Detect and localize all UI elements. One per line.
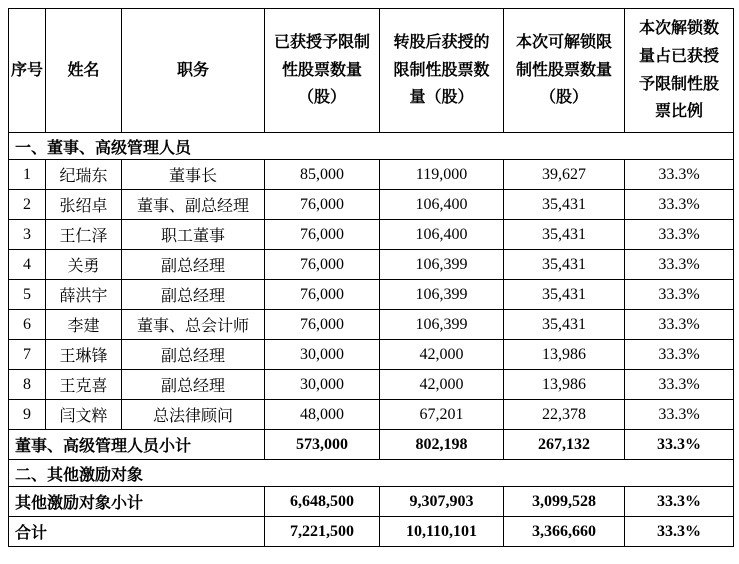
table-row <box>9 280 734 310</box>
cell-position: 总法律顾问 <box>122 400 265 430</box>
col-header-granted-shares: 已获授予限制性股票数量（股） <box>265 9 380 133</box>
col-header-no: 序号 <box>9 9 46 133</box>
cell-no: 5 <box>9 280 46 310</box>
subtotal-label: 其他激励对象小计 <box>9 487 265 517</box>
cell-unlockable: 35,431 <box>504 250 625 280</box>
cell-position: 董事长 <box>122 160 265 190</box>
cell-ratio: 33.3% <box>625 340 734 370</box>
section-row-directors <box>9 133 734 160</box>
cell-position: 副总经理 <box>122 340 265 370</box>
table-row <box>9 250 734 280</box>
cell-name: 王克喜 <box>46 370 122 400</box>
cell-name: 张绍卓 <box>46 190 122 220</box>
cell-name: 关勇 <box>46 250 122 280</box>
section-label: 一、董事、高级管理人员 <box>9 133 734 160</box>
cell-ratio: 33.3% <box>625 220 734 250</box>
subtotal-converted: 802,198 <box>380 430 504 460</box>
cell-name: 闫文粹 <box>46 400 122 430</box>
cell-name: 纪瑞东 <box>46 160 122 190</box>
subtotal-row-directors <box>9 430 734 460</box>
col-header-unlockable-shares: 本次可解锁限制性股票数量（股） <box>504 9 625 133</box>
restricted-stock-unlock-table <box>8 8 734 547</box>
subtotal-granted: 573,000 <box>265 430 380 460</box>
table-row <box>9 310 734 340</box>
cell-ratio: 33.3% <box>625 190 734 220</box>
cell-no: 7 <box>9 340 46 370</box>
cell-no: 6 <box>9 310 46 340</box>
cell-ratio: 33.3% <box>625 280 734 310</box>
cell-no: 8 <box>9 370 46 400</box>
cell-converted: 106,400 <box>380 220 504 250</box>
subtotal-label: 董事、高级管理人员小计 <box>9 430 265 460</box>
cell-position: 董事、副总经理 <box>122 190 265 220</box>
subtotal-converted: 9,307,903 <box>380 487 504 517</box>
cell-granted: 85,000 <box>265 160 380 190</box>
grand-total-row <box>9 517 734 547</box>
col-header-name: 姓名 <box>46 9 122 133</box>
cell-position: 副总经理 <box>122 370 265 400</box>
cell-position: 职工董事 <box>122 220 265 250</box>
cell-granted: 30,000 <box>265 340 380 370</box>
cell-position: 副总经理 <box>122 280 265 310</box>
cell-unlockable: 22,378 <box>504 400 625 430</box>
cell-no: 9 <box>9 400 46 430</box>
section-row-others <box>9 460 734 487</box>
section-label: 二、其他激励对象 <box>9 460 734 487</box>
cell-ratio: 33.3% <box>625 310 734 340</box>
cell-granted: 76,000 <box>265 190 380 220</box>
cell-position: 董事、总会计师 <box>122 310 265 340</box>
cell-unlockable: 39,627 <box>504 160 625 190</box>
cell-no: 1 <box>9 160 46 190</box>
col-header-unlock-ratio: 本次解锁数量占已获授予限制性股票比例 <box>625 9 734 133</box>
cell-no: 4 <box>9 250 46 280</box>
cell-converted: 42,000 <box>380 340 504 370</box>
subtotal-unlockable: 3,099,528 <box>504 487 625 517</box>
cell-name: 王琳锋 <box>46 340 122 370</box>
cell-ratio: 33.3% <box>625 370 734 400</box>
cell-converted: 119,000 <box>380 160 504 190</box>
cell-granted: 76,000 <box>265 220 380 250</box>
subtotal-row-others <box>9 487 734 517</box>
cell-unlockable: 35,431 <box>504 220 625 250</box>
col-header-position: 职务 <box>122 9 265 133</box>
cell-unlockable: 13,986 <box>504 340 625 370</box>
cell-granted: 76,000 <box>265 280 380 310</box>
total-granted: 7,221,500 <box>265 517 380 547</box>
subtotal-granted: 6,648,500 <box>265 487 380 517</box>
cell-name: 李建 <box>46 310 122 340</box>
cell-converted: 106,399 <box>380 250 504 280</box>
total-ratio: 33.3% <box>625 517 734 547</box>
cell-granted: 76,000 <box>265 310 380 340</box>
cell-granted: 76,000 <box>265 250 380 280</box>
total-unlockable: 3,366,660 <box>504 517 625 547</box>
cell-position: 副总经理 <box>122 250 265 280</box>
cell-unlockable: 35,431 <box>504 280 625 310</box>
cell-name: 王仁泽 <box>46 220 122 250</box>
table-row <box>9 190 734 220</box>
total-converted: 10,110,101 <box>380 517 504 547</box>
cell-unlockable: 13,986 <box>504 370 625 400</box>
subtotal-ratio: 33.3% <box>625 487 734 517</box>
cell-granted: 30,000 <box>265 370 380 400</box>
cell-unlockable: 35,431 <box>504 310 625 340</box>
table-row <box>9 220 734 250</box>
cell-name: 薛洪宇 <box>46 280 122 310</box>
cell-converted: 106,399 <box>380 280 504 310</box>
cell-granted: 48,000 <box>265 400 380 430</box>
cell-converted: 42,000 <box>380 370 504 400</box>
table-row <box>9 370 734 400</box>
table-row <box>9 400 734 430</box>
cell-converted: 106,400 <box>380 190 504 220</box>
subtotal-unlockable: 267,132 <box>504 430 625 460</box>
total-label: 合计 <box>9 517 265 547</box>
cell-converted: 106,399 <box>380 310 504 340</box>
cell-ratio: 33.3% <box>625 400 734 430</box>
subtotal-ratio: 33.3% <box>625 430 734 460</box>
table-row <box>9 160 734 190</box>
col-header-converted-shares: 转股后获授的限制性股票数量（股） <box>380 9 504 133</box>
cell-unlockable: 35,431 <box>504 190 625 220</box>
cell-no: 3 <box>9 220 46 250</box>
cell-ratio: 33.3% <box>625 250 734 280</box>
table-row <box>9 340 734 370</box>
cell-ratio: 33.3% <box>625 160 734 190</box>
cell-converted: 67,201 <box>380 400 504 430</box>
header-row <box>9 9 734 133</box>
cell-no: 2 <box>9 190 46 220</box>
